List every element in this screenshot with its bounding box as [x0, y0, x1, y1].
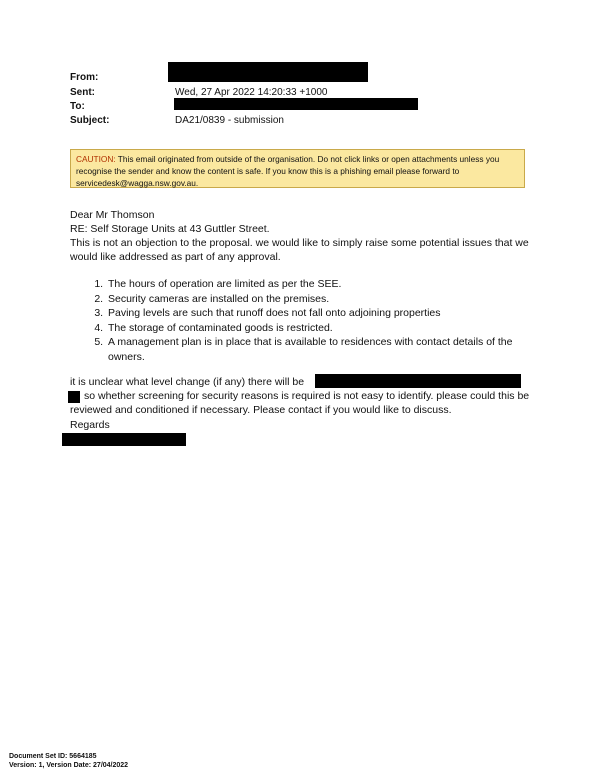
list-item: 2. Security cameras are installed on the premises. — [106, 292, 536, 307]
list-item: 4. The storage of contaminated goods is restricted. — [106, 321, 536, 336]
list-item: 1. The hours of operation are limited as per the SEE. — [106, 277, 536, 292]
greeting: Dear Mr Thomson — [70, 209, 155, 221]
issues-list — [80, 277, 536, 364]
caution-label: CAUTION: — [76, 154, 116, 164]
re-line: RE: Self Storage Units at 43 Guttler Street. — [70, 223, 270, 235]
list-item: 5. A management plan is in place that is available to residences with contact details of the owners. — [106, 335, 536, 364]
redacted-recipient — [174, 98, 418, 110]
from-label: From: — [70, 72, 99, 83]
redacted-sender — [168, 62, 368, 82]
sent-label: Sent: — [70, 87, 95, 98]
subject-label: Subject: — [70, 115, 110, 126]
caution-text: This email originated from outside of the organisation. Do not click links or open attachments unless you recognise the sender and know the content is safe. If you know this is a phishing email please forward to servicedesk@wagga.nsw.gov.au. — [76, 154, 500, 188]
caution-banner — [70, 149, 525, 188]
redacted-signature — [62, 433, 186, 446]
closing-line-1: it is unclear what level change (if any) there will be — [70, 376, 305, 388]
to-label: To: — [70, 101, 85, 112]
closing-line-2: so whether screening for security reasons is required is not easy to identify. please could this be reviewed and conditioned if necessary. Please contact if you would like to discuss. — [70, 390, 530, 416]
subject-value: DA21/0839 - submission — [175, 115, 284, 126]
sent-value: Wed, 27 Apr 2022 14:20:33 +1000 — [175, 87, 328, 98]
version-info: Version: 1, Version Date: 27/04/2022 — [9, 762, 129, 769]
redacted-text — [315, 374, 521, 388]
intro-paragraph: This is not an objection to the proposal. we would like to simply raise some potential issues that we would like addressed as part of any approval. — [70, 237, 529, 263]
regards: Regards — [70, 419, 110, 431]
list-item: 3. Paving levels are such that runoff does not fall onto adjoining properties — [106, 306, 536, 321]
document-set-id: Document Set ID: 5664185 — [9, 753, 97, 760]
